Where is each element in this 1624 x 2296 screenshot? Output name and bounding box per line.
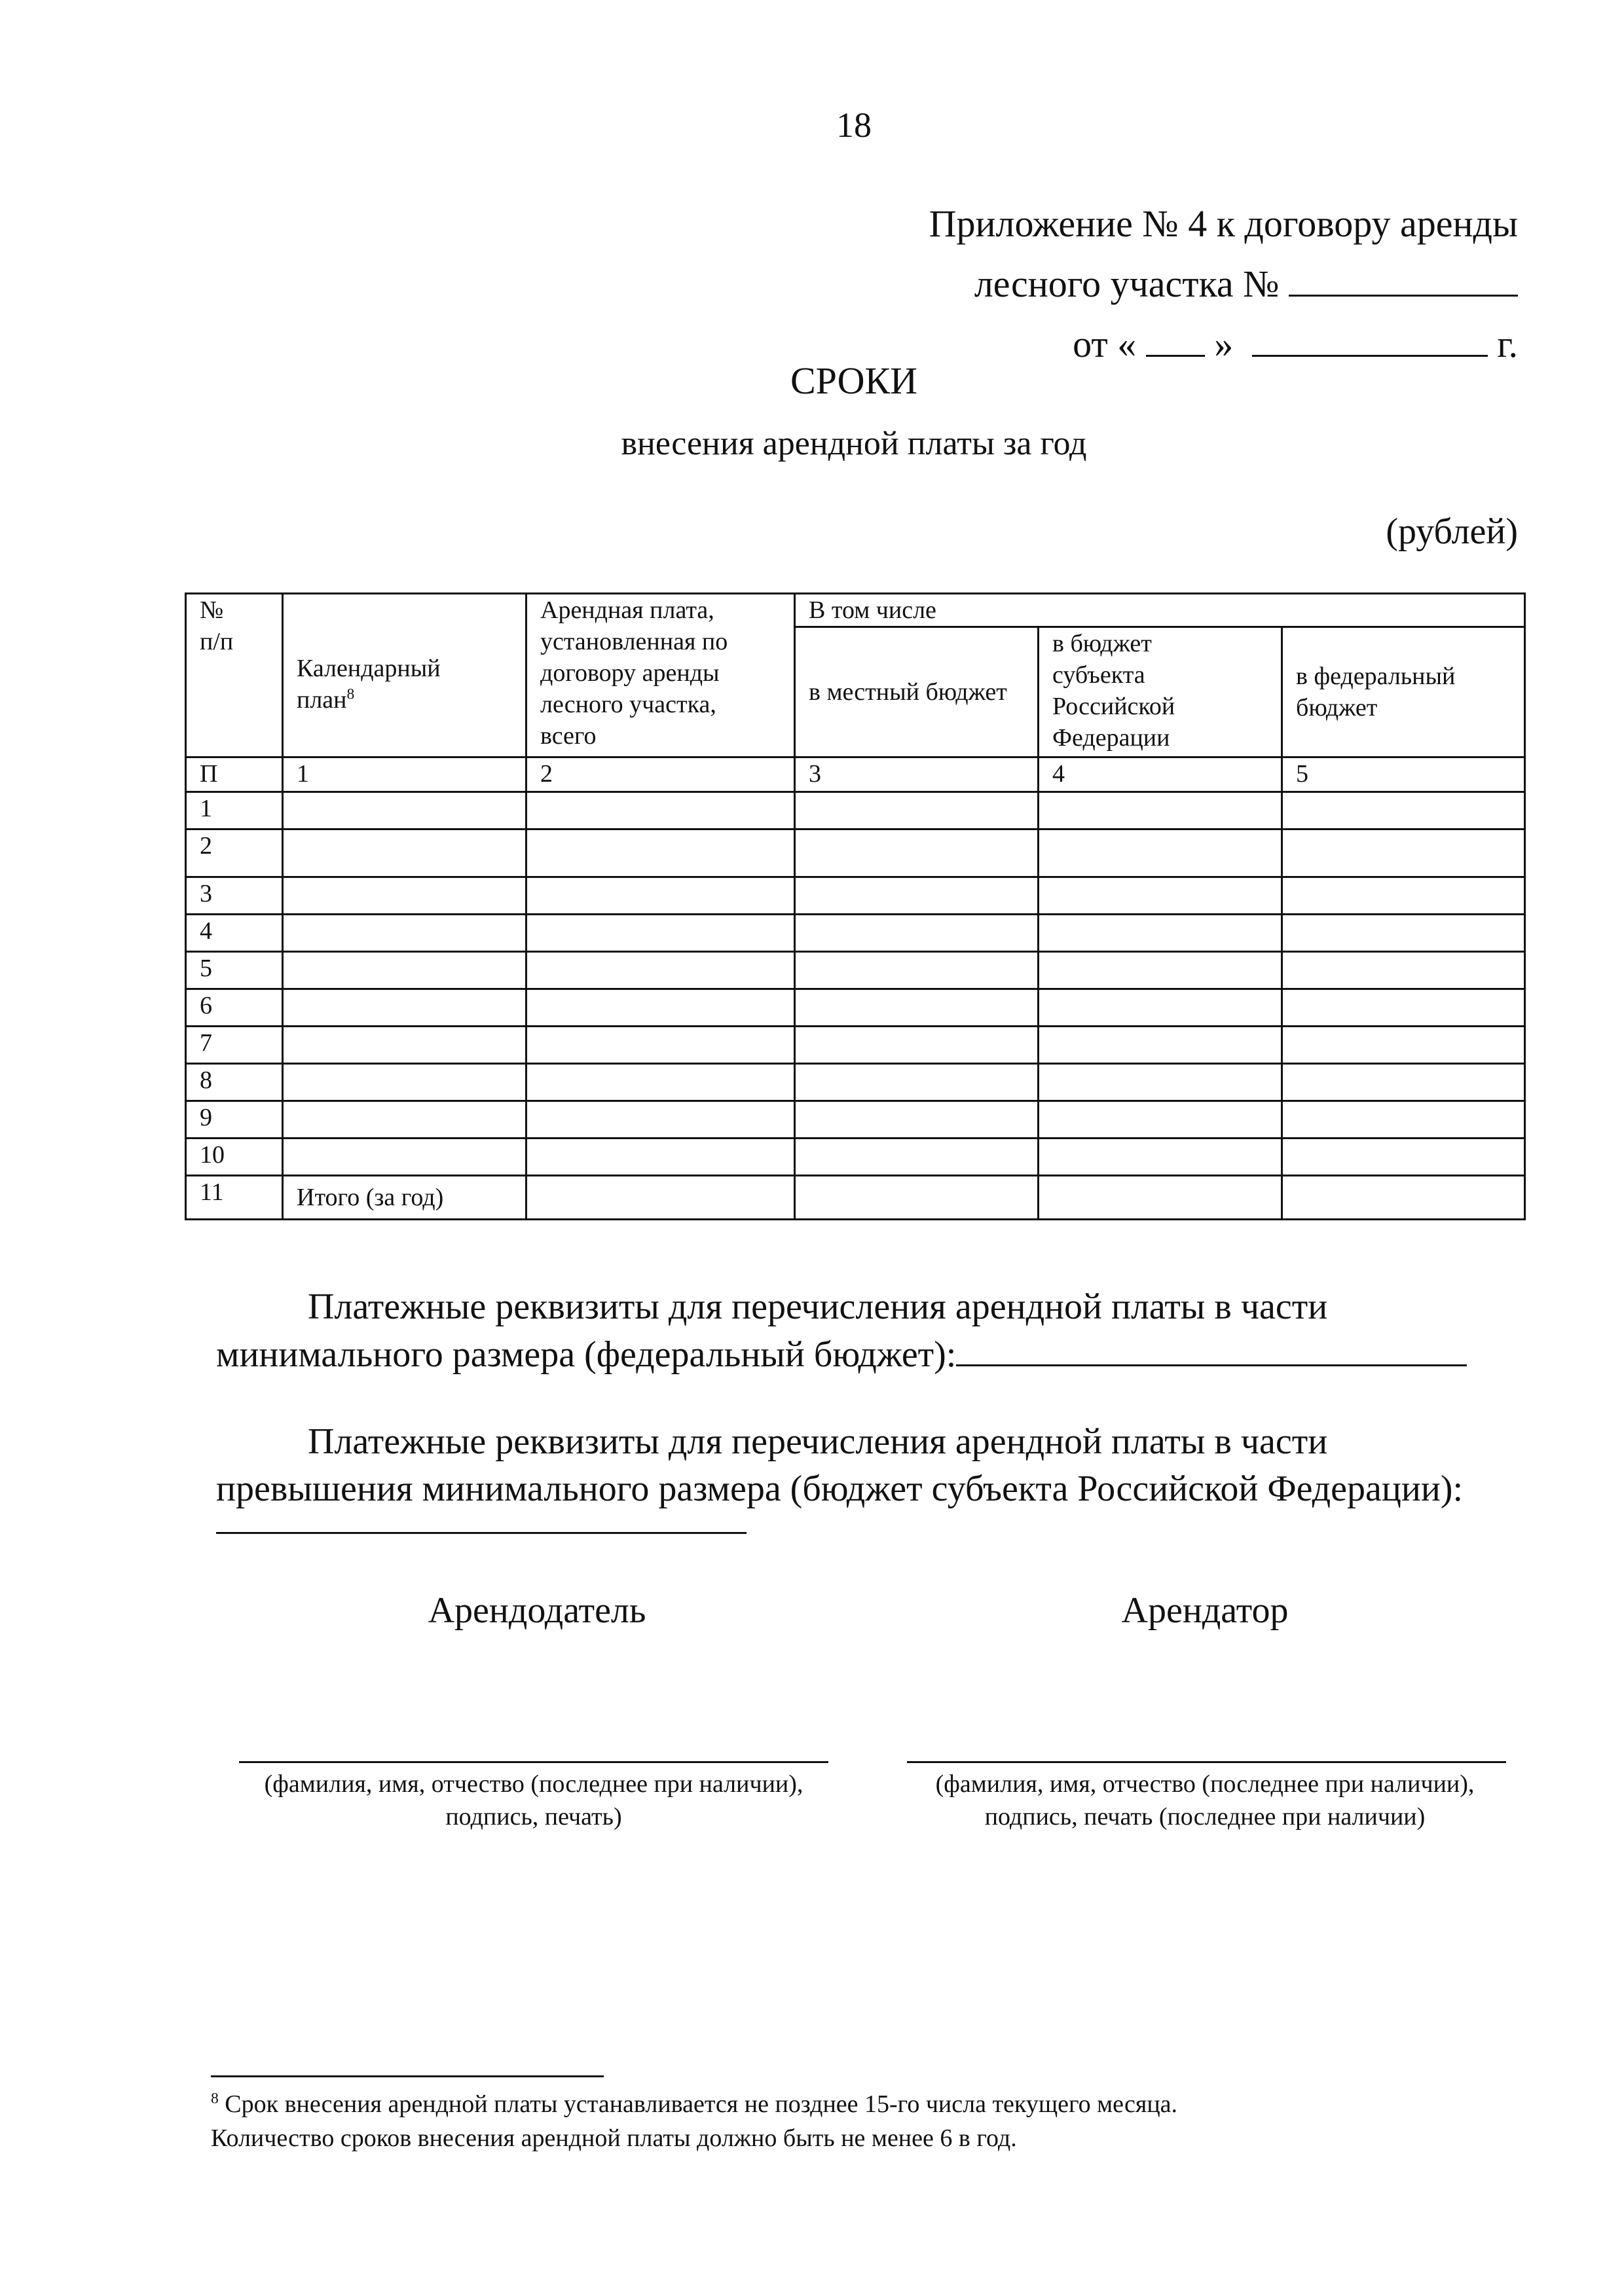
plan-cell[interactable] — [283, 1064, 526, 1101]
table-row — [186, 1027, 1525, 1064]
subject-budget-cell[interactable] — [1039, 792, 1282, 829]
local-budget-cell[interactable] — [795, 952, 1039, 989]
subject-budget-cell[interactable] — [1039, 989, 1282, 1027]
federal-budget-cell[interactable] — [1282, 1176, 1525, 1220]
footnote — [211, 2087, 1455, 2155]
row-number: 3 — [186, 877, 283, 915]
header-rent-total: Арендная плата, установленная по договору аренды лесного участка, всего — [526, 594, 795, 757]
contract-number-field[interactable] — [1289, 263, 1518, 297]
footnote-line1 — [211, 2087, 1455, 2121]
local-budget-cell[interactable] — [795, 989, 1039, 1027]
table-row-total — [186, 1176, 1525, 1220]
rent-total-cell[interactable] — [526, 829, 795, 877]
currency-unit: (рублей) — [1386, 511, 1518, 552]
subject-requisites-field[interactable] — [216, 1532, 747, 1534]
row-number: 4 — [186, 915, 283, 952]
annex-line2 — [929, 254, 1518, 314]
plan-cell[interactable] — [283, 952, 526, 989]
column-number-row — [186, 757, 1525, 792]
rent-schedule-table — [185, 592, 1526, 1220]
column-number: 3 — [795, 757, 1039, 792]
contract-month-field[interactable] — [1252, 323, 1488, 357]
payment-federal-label: минимального размера (федеральный бюджет): — [216, 1334, 957, 1375]
page-number: 18 — [836, 105, 872, 145]
table-row — [186, 1101, 1525, 1139]
lessee-role: Арендатор — [1121, 1590, 1289, 1631]
annex-date-from: от « — [1073, 323, 1137, 365]
local-budget-cell[interactable] — [795, 1064, 1039, 1101]
table-row — [186, 1064, 1525, 1101]
rent-total-cell[interactable] — [526, 1176, 795, 1220]
subject-budget-cell[interactable] — [1039, 829, 1282, 877]
row-number: 11 — [186, 1176, 283, 1220]
column-number: 4 — [1039, 757, 1282, 792]
footnote-mark: 8 — [211, 2090, 219, 2107]
federal-requisites-field[interactable] — [956, 1330, 1467, 1366]
lessor-caption-line2: подпись, печать) — [445, 1803, 622, 1831]
header-plan-label: Календарный план — [297, 654, 441, 714]
subject-budget-cell[interactable] — [1039, 1027, 1282, 1064]
federal-budget-cell[interactable] — [1282, 1064, 1525, 1101]
plan-cell[interactable] — [283, 1101, 526, 1139]
subject-budget-cell[interactable] — [1039, 877, 1282, 915]
table-row — [186, 877, 1525, 915]
rent-total-cell[interactable] — [526, 989, 795, 1027]
subject-budget-cell[interactable] — [1039, 952, 1282, 989]
local-budget-cell[interactable] — [795, 792, 1039, 829]
local-budget-cell[interactable] — [795, 915, 1039, 952]
subject-budget-cell[interactable] — [1039, 1176, 1282, 1220]
federal-budget-cell[interactable] — [1282, 989, 1525, 1027]
subject-budget-cell[interactable] — [1039, 1101, 1282, 1139]
annex-date-close: » — [1214, 323, 1234, 365]
plan-cell[interactable] — [283, 792, 526, 829]
federal-budget-cell[interactable] — [1282, 1139, 1525, 1176]
local-budget-cell[interactable] — [795, 1139, 1039, 1176]
contract-day-field[interactable] — [1146, 323, 1205, 357]
plan-cell[interactable] — [283, 1027, 526, 1064]
rent-total-cell[interactable] — [526, 792, 795, 829]
lessee-caption-line2: подпись, печать (последнее при наличии) — [984, 1803, 1426, 1831]
annex-header — [929, 194, 1518, 374]
subject-budget-cell[interactable] — [1039, 1139, 1282, 1176]
payment-subject-line2: превышения минимального размера (бюджет субъекта Российской Федерации): — [216, 1468, 1463, 1509]
federal-budget-cell[interactable] — [1282, 1101, 1525, 1139]
lessor-role: Арендодатель — [428, 1590, 646, 1631]
rent-total-cell[interactable] — [526, 1064, 795, 1101]
federal-budget-cell[interactable] — [1282, 915, 1525, 952]
federal-budget-cell[interactable] — [1282, 792, 1525, 829]
plan-cell[interactable] — [283, 877, 526, 915]
column-number: 5 — [1282, 757, 1525, 792]
row-number: 2 — [186, 829, 283, 877]
footnote-line2: Количество сроков внесения арендной платы должно быть не менее 6 в год. — [211, 2124, 1017, 2152]
payment-subject-line1: Платежные реквизиты для перечисления арендной платы в части — [308, 1421, 1328, 1462]
row-number: 10 — [186, 1139, 283, 1176]
rent-total-cell[interactable] — [526, 952, 795, 989]
payment-federal-line2 — [216, 1330, 1467, 1378]
lessee-signature-line[interactable] — [907, 1761, 1506, 1763]
annex-plot-label: лесного участка № — [974, 263, 1280, 305]
document-subtitle: внесения арендной платы за год — [621, 425, 1087, 462]
lessor-caption-line1: (фамилия, имя, отчество (последнее при наличии), — [264, 1770, 803, 1798]
header-subject-budget: в бюджет субъекта Российской Федерации — [1039, 627, 1282, 757]
table-header-row — [186, 594, 1525, 627]
annex-line1: Приложение № 4 к договору аренды — [929, 202, 1518, 245]
rent-total-cell[interactable] — [526, 915, 795, 952]
table-row — [186, 915, 1525, 952]
federal-budget-cell[interactable] — [1282, 829, 1525, 877]
column-number: П — [186, 757, 283, 792]
plan-cell[interactable] — [283, 989, 526, 1027]
rent-total-cell[interactable] — [526, 1027, 795, 1064]
local-budget-cell[interactable] — [795, 829, 1039, 877]
table-row — [186, 829, 1525, 877]
subject-budget-cell[interactable] — [1039, 915, 1282, 952]
plan-cell[interactable] — [283, 1139, 526, 1176]
lessor-signature-caption — [213, 1768, 855, 1833]
federal-budget-cell[interactable] — [1282, 1027, 1525, 1064]
column-number: 2 — [526, 757, 795, 792]
row-number: 5 — [186, 952, 283, 989]
lessor-signature-line[interactable] — [239, 1761, 828, 1763]
footnote-separator — [211, 2075, 604, 2077]
rent-total-cell[interactable] — [526, 1139, 795, 1176]
row-number: 8 — [186, 1064, 283, 1101]
column-number: 1 — [283, 757, 526, 792]
payment-federal-line1: Платежные реквизиты для перечисления арендной платы в части — [308, 1286, 1328, 1327]
rent-total-cell[interactable] — [526, 1101, 795, 1139]
plan-cell[interactable] — [283, 829, 526, 877]
subject-budget-cell[interactable] — [1039, 1064, 1282, 1101]
local-budget-cell[interactable] — [795, 877, 1039, 915]
local-budget-cell[interactable] — [795, 1101, 1039, 1139]
document-title: СРОКИ — [790, 359, 918, 402]
row-number: 1 — [186, 792, 283, 829]
table-row — [186, 952, 1525, 989]
rent-total-cell[interactable] — [526, 877, 795, 915]
row-number: 7 — [186, 1027, 283, 1064]
header-plan — [283, 594, 526, 757]
federal-budget-cell[interactable] — [1282, 877, 1525, 915]
table-row — [186, 792, 1525, 829]
plan-cell[interactable] — [283, 915, 526, 952]
federal-budget-cell[interactable] — [1282, 952, 1525, 989]
table-row — [186, 1139, 1525, 1176]
table-row — [186, 989, 1525, 1027]
row-number: 9 — [186, 1101, 283, 1139]
local-budget-cell[interactable] — [795, 1027, 1039, 1064]
footnote-text: Срок внесения арендной платы устанавливается не позднее 15-го числа текущего месяца. — [218, 2090, 1178, 2118]
local-budget-cell[interactable] — [795, 1176, 1039, 1220]
header-local-budget: в местный бюджет — [795, 627, 1039, 757]
lessee-caption-line1: (фамилия, имя, отчество (последнее при наличии), — [935, 1770, 1475, 1798]
lessee-signature-caption — [877, 1768, 1532, 1833]
header-including: В том числе — [795, 594, 1525, 627]
total-label: Итого (за год) — [283, 1176, 526, 1220]
header-num: № п/п — [186, 594, 283, 757]
row-number: 6 — [186, 989, 283, 1027]
header-federal-budget: в федеральный бюджет — [1282, 627, 1525, 757]
header-plan-footnote-mark: 8 — [346, 685, 355, 702]
annex-year-suffix: г. — [1497, 323, 1518, 365]
